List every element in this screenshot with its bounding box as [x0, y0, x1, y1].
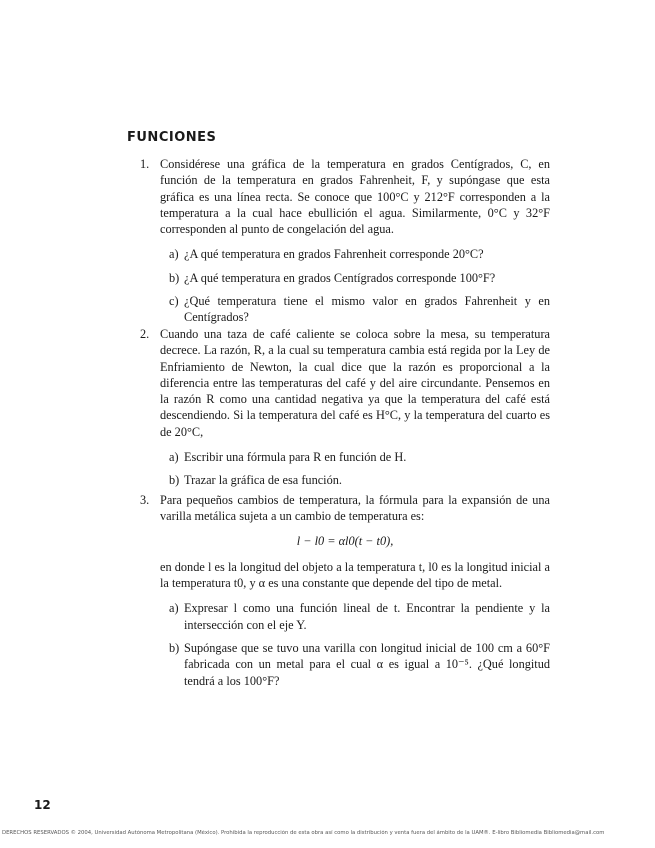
part-item — [140, 270, 550, 286]
problem-number: 3. — [140, 493, 150, 507]
part-text: Supóngase que se tuvo una varilla con longitud inicial de 100 cm a 60°F fabricada con un metal para el cual α es igual a 10⁻⁵. ¿Qué longitud tendrá a los 100°F? — [184, 641, 550, 688]
part-label: c) — [169, 294, 179, 309]
problem-number: 2. — [140, 327, 150, 341]
part-label: a) — [169, 601, 179, 616]
part-item — [140, 472, 550, 488]
problem-parts — [140, 246, 550, 325]
part-item — [140, 640, 550, 689]
part-label: b) — [169, 473, 180, 488]
part-text: ¿A qué temperatura en grados Fahrenheit corresponde 20°C? — [184, 247, 484, 262]
part-text: Escribir una fórmula para R en función de H. — [184, 450, 407, 465]
problem-text: Considérese una gráfica de la temperatura en grados Centígrados, C, en función de la temperatura en grados Fahrenheit, F, y supóngase que esta gráfica es una línea recta. Se conoce que 100°C y 212°F corresponden a la temperatura a la cual hace ebullición el agua. Similarmente, 0°C y 32°F corresponden al punto de congelación del agua. — [160, 157, 550, 237]
problem-3 — [140, 492, 550, 696]
problem-parts — [140, 449, 550, 489]
part-item — [140, 449, 550, 465]
problem-1 — [140, 156, 550, 333]
problem-text: Para pequeños cambios de temperatura, la fórmula para la expansión de una varilla metálica sujeta a un cambio de temperatura es: — [160, 493, 550, 524]
part-label: b) — [169, 641, 180, 656]
problem-2 — [140, 326, 550, 496]
part-item — [140, 293, 550, 326]
part-text: Expresar l como una función lineal de t. Encontrar la pendiente y la intersección con el eje Y. — [184, 601, 550, 632]
section-heading: FUNCIONES — [127, 130, 217, 145]
part-label: a) — [169, 450, 179, 465]
page-number: 12 — [34, 798, 51, 812]
part-text: ¿Qué temperatura tiene el mismo valor en grados Fahrenheit y en Centígrados? — [184, 294, 550, 325]
part-label: a) — [169, 247, 179, 262]
part-item — [140, 246, 550, 262]
part-label: b) — [169, 270, 180, 285]
problem-parts — [140, 600, 550, 688]
part-text: ¿A qué temperatura en grados Centígrados corresponde 100°F? — [184, 270, 496, 285]
problem-number: 1. — [140, 157, 150, 171]
expansion-formula: l − l0 = αl0(t − t0), — [296, 533, 394, 548]
copyright-footer: DERECHOS RESERVADOS © 2004, Universidad Autónoma Metropolitana (México). Prohibida la reproducción de esta obra así como la distribución y venta fuera del ámbito de la UAM®. E-libro Bibliomedia Bibliomedia@mail.com — [2, 830, 605, 836]
part-text: Trazar la gráfica de esa función. — [184, 473, 342, 488]
part-item — [140, 600, 550, 633]
problem-text: Cuando una taza de café caliente se coloca sobre la mesa, su temperatura decrece. La razón, R, a la cual su temperatura cambia está regida por la Ley de Enfriamiento de Newton, la cual dice que la razón es proporcional a la diferencia entre las temperaturas del café y del aire circundante. Pensemos en la razón R como una cantidad negativa ya que la temperatura del café está descendiendo. Si la temperatura del café es H°C, y la temperatura del cuarto es de 20°C, — [160, 327, 550, 439]
formula-explanation: en donde l es la longitud del objeto a la temperatura t, l0 es la longitud inicial a la temperatura t0, y α es una constante que depende del tipo de metal. — [160, 559, 550, 591]
